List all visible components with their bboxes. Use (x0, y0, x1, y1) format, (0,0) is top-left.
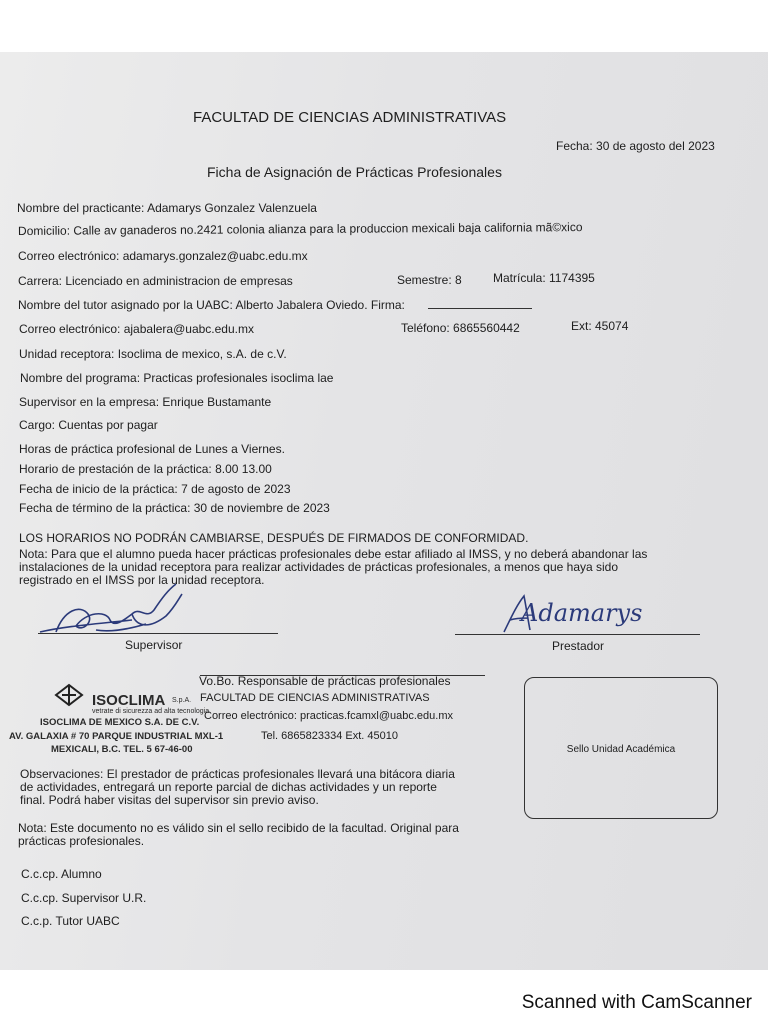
copy-tutor: C.c.p. Tutor UABC (21, 914, 120, 928)
stamp-brand: ISOCLIMA (92, 692, 166, 709)
program-name: Nombre del programa: Practicas profesionales isoclima lae (20, 371, 334, 385)
student-name: Nombre del practicante: Adamarys Gonzalez Valenzuela (17, 201, 317, 215)
provider-signature: Adamarys (521, 599, 643, 627)
isoclima-logo-icon (54, 683, 84, 707)
validity-note: Nota: Este documento no es válido sin el sello recibido de la facultad. Original para prácticas profesionales. (18, 821, 459, 848)
document-date: Fecha: 30 de agosto del 2023 (556, 139, 715, 153)
supervisor-signature (36, 580, 196, 640)
supervisor-signature-line (38, 633, 278, 634)
form-title: Ficha de Asignación de Prácticas Profesionales (207, 164, 502, 180)
stamp-address: AV. GALAXIA # 70 PARQUE INDUSTRIAL MXL-1 (9, 731, 224, 742)
schedule-warning: LOS HORARIOS NO PODRÁN CAMBIARSE, DESPUÉS DE FIRMADOS DE CONFORMIDAD. (19, 531, 529, 545)
stamp-brand-suffix: S.p.A. (172, 697, 192, 704)
tutor-name: Nombre del tutor asignado por la UABC: Alberto Jabalera Oviedo. Firma: (18, 298, 405, 312)
scanned-page (0, 52, 768, 970)
practice-schedule: Horario de prestación de la práctica: 8.00 13.00 (19, 462, 272, 476)
copy-student: C.c.cp. Alumno (21, 867, 102, 881)
academic-seal-box (524, 677, 718, 819)
faculty-heading: FACULTAD DE CIENCIAS ADMINISTRATIVAS (193, 109, 507, 126)
practice-days: Horas de práctica profesional de Lunes a Viernes. (19, 442, 285, 456)
supervisor-label: Supervisor (125, 638, 183, 652)
student-address: Domicilio: Calle av ganaderos no.2421 colonia alianza para la produccion mexicali baja california mã©xico (17, 220, 583, 238)
tutor-extension: Ext: 45074 (571, 319, 629, 333)
stamp-company: ISOCLIMA DE MEXICO S.A. DE C.V. (40, 717, 200, 728)
receiving-unit: Unidad receptora: Isoclima de mexico, s.A. de c.V. (19, 347, 287, 361)
stamp-tagline: vetrate di sicurezza ad alta tecnologia (92, 708, 210, 715)
position: Cargo: Cuentas por pagar (19, 418, 158, 432)
copy-supervisor: C.c.cp. Supervisor U.R. (21, 891, 147, 905)
start-date: Fecha de inicio de la práctica: 7 de agosto de 2023 (19, 482, 291, 496)
provider-signature-line (455, 634, 700, 635)
tutor-signature-line (428, 308, 532, 309)
stamp-city: MEXICALI, B.C. TEL. 5 67-46-00 (51, 744, 193, 755)
scanner-watermark: Scanned with CamScanner (521, 992, 752, 1013)
end-date: Fecha de término de la práctica: 30 de noviembre de 2023 (19, 501, 330, 515)
observations: Observaciones: El prestador de prácticas profesionales llevará una bitácora diaria de actividades, entregará un reporte parcial de dichas actividades y un reporte final. Podrá haber visitas del supervisor sin previo aviso. (20, 767, 455, 807)
tutor-phone: Teléfono: 6865560442 (401, 321, 520, 335)
seal-label: Sello Unidad Académica (566, 744, 676, 755)
career: Carrera: Licenciado en administracion de empresas (18, 274, 293, 288)
enrollment-number: Matrícula: 1174395 (493, 271, 595, 285)
student-email: Correo electrónico: adamarys.gonzalez@uabc.edu.mx (18, 249, 308, 263)
responsible-email: Correo electrónico: practicas.fcamxl@uabc.edu.mx (204, 710, 453, 722)
semester: Semestre: 8 (397, 273, 462, 287)
responsible-faculty: FACULTAD DE CIENCIAS ADMINISTRATIVAS (200, 692, 430, 704)
tutor-email: Correo electrónico: ajabalera@uabc.edu.mx (19, 322, 254, 336)
responsible-title: Vo.Bo. Responsable de prácticas profesionales (199, 674, 451, 688)
imss-note: Nota: Para que el alumno pueda hacer prácticas profesionales debe estar afiliado al IMSS, y no deberá abandonar las instalaciones de la unidad receptora para realizar actividades de prácticas profesionales, a menos que haya sido registrado en el IMSS por la unidad receptora. (19, 547, 648, 587)
provider-label: Prestador (552, 639, 605, 653)
responsible-phone: Tel. 6865823334 Ext. 45010 (261, 730, 399, 742)
company-supervisor: Supervisor en la empresa: Enrique Bustamante (19, 395, 272, 409)
